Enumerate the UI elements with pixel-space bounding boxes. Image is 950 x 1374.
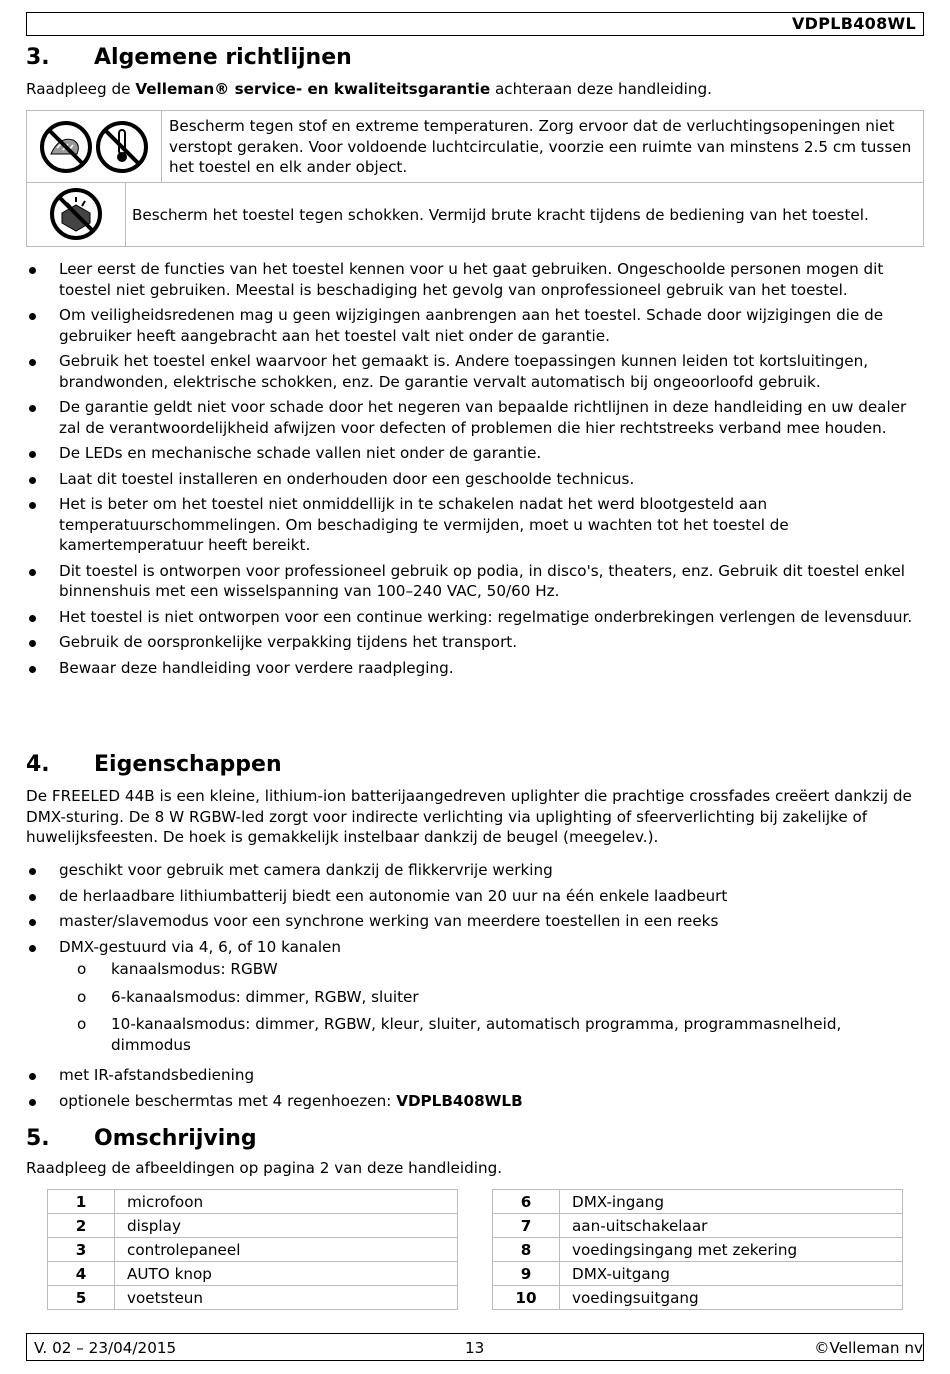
table-row: 2 display <box>48 1214 458 1238</box>
footer-copyright: ©Velleman nv <box>814 1339 923 1357</box>
table-row: 9 DMX-uitgang <box>493 1262 903 1286</box>
table-row: 5 voetsteun <box>48 1286 458 1310</box>
section-5-title: 5. Omschrijving <box>26 1126 257 1151</box>
list-item: de herlaadbare lithiumbatterij biedt een autonomie van 20 uur na één enkele laadbeurt <box>26 886 926 907</box>
page-number: 13 <box>465 1339 485 1357</box>
warning-shock-text: Bescherm het toestel tegen schokken. Vermijd brute kracht tijdens de bediening van het toestel. <box>132 206 869 224</box>
section-4-title: 4. Eigenschappen <box>26 752 282 777</box>
list-item: Dit toestel is ontworpen voor professioneel gebruik op podia, in disco's, theaters, enz. Gebruik dit toestel enkel binnenshuis met een wisselspanning van 100–240 VAC, 50/60 Hz. <box>26 561 926 602</box>
parts-table-left <box>47 1189 458 1310</box>
dmx-mode-list <box>59 959 926 1055</box>
list-item: Om veiligheidsredenen mag u geen wijzigingen aanbrengen aan het toestel. Schade door wijzigingen die de gebruiker heeft aangebracht aan het toestel valt niet onder de garantie. <box>26 305 926 346</box>
table-row: 4 AUTO knop <box>48 1262 458 1286</box>
list-item: DMX-gestuurd via 4, 6, of 10 kanalen o kanaalsmodus: RGBW o 6-kanaalsmodus: dimmer, RGBW, sluiter o 10-kanaalsmodus: dimmer, RGBW, kleur, sluiter, automatisch programma, programmasnelheid, dimmodus <box>26 937 926 1056</box>
sub-list-item: o kanaalsmodus: RGBW <box>77 960 278 978</box>
list-item: geschikt voor gebruik met camera dankzij de flikkervrije werking <box>26 860 926 881</box>
list-item: Leer eerst de functies van het toestel kennen voor u het gaat gebruiken. Ongeschoolde personen mogen dit toestel niet gebruiken. Meestal is beschadiging het gevolg van onprofessioneel gebruik van het toestel. <box>26 259 926 300</box>
warning-table <box>26 110 924 247</box>
no-dust-icon <box>39 120 151 174</box>
table-row: 6 DMX-ingang <box>493 1190 903 1214</box>
list-item: Bewaar deze handleiding voor verdere raadpleging. <box>26 658 926 679</box>
parts-table-right <box>492 1189 903 1310</box>
section-4-intro: De FREELED 44B is een kleine, lithium-ion batterijaangedreven uplighter die prachtige crossfades creëert dankzij de DMX-sturing. De 8 W RGBW-led zorgt voor indirecte verlichting via uplighting of sfeerverlichting bij zakelijke of huwelijksfeesten. De hoek is gemakkelijk instelbaar dankzij de beugel (meegelev.). <box>26 787 912 846</box>
list-item: De garantie geldt niet voor schade door het negeren van bepaalde richtlijnen in deze handleiding en uw dealer zal de verantwoordelijkheid afwijzen voor defecten of problemen die hier rechtstreeks verband mee houden. <box>26 397 926 438</box>
header-box <box>26 12 924 36</box>
list-item: master/slavemodus voor een synchrone werking van meerdere toestellen in een reeks <box>26 911 926 932</box>
table-row: 7 aan-uitschakelaar <box>493 1214 903 1238</box>
table-row: 10 voedingsuitgang <box>493 1286 903 1310</box>
footer-version: V. 02 – 23/04/2015 <box>34 1339 177 1357</box>
list-item: Het toestel is niet ontworpen voor een continue werking: regelmatige onderbrekingen verlengen de levensduur. <box>26 607 926 628</box>
table-row: 3 controlepaneel <box>48 1238 458 1262</box>
list-item: optionele beschermtas met 4 regenhoezen: VDPLB408WLB <box>26 1091 926 1112</box>
list-item: met IR-afstandsbediening <box>26 1065 926 1086</box>
section-4-bullets <box>26 860 926 1111</box>
header-model: VDPLB408WL <box>791 14 916 33</box>
list-item: Het is beter om het toestel niet onmiddellijk in te schakelen nadat het werd blootgesteld aan temperatuurschommelingen. Om beschadiging te vermijden, moet u wachten tot het toestel de kamertemperatuur heeft bereikt. <box>26 494 926 556</box>
sub-list-item: o 10-kanaalsmodus: dimmer, RGBW, kleur, sluiter, automatisch programma, programmasnelheid, dimmodus <box>77 1015 842 1054</box>
list-item: Laat dit toestel installeren en onderhouden door een geschoolde technicus. <box>26 469 926 490</box>
table-row: 1 microfoon <box>48 1190 458 1214</box>
sub-list-item: o 6-kanaalsmodus: dimmer, RGBW, sluiter <box>77 987 419 1006</box>
no-shock-icon <box>49 187 103 241</box>
table-row: 8 voedingsingang met zekering <box>493 1238 903 1262</box>
warning-dust-text: Bescherm tegen stof en extreme temperaturen. Zorg ervoor dat de verluchtingsopeningen niet verstopt geraken. Voor voldoende luchtcirculatie, voorzie een ruimte van minstens 2.5 cm tussen het toestel en elk ander object. <box>169 117 912 176</box>
list-item: Gebruik de oorspronkelijke verpakking tijdens het transport. <box>26 632 926 653</box>
section-3-title: 3. Algemene richtlijnen <box>26 45 352 70</box>
list-item: De LEDs en mechanische schade vallen niet onder de garantie. <box>26 443 926 464</box>
list-item: Gebruik het toestel enkel waarvoor het gemaakt is. Andere toepassingen kunnen leiden tot kortsluitingen, brandwonden, elektrische schokken, enz. De garantie vervalt automatisch bij ongeoorloofd gebruik. <box>26 351 926 392</box>
section-3-bullets <box>26 259 926 678</box>
section-3-intro: Raadpleeg de Velleman® service- en kwaliteitsgarantie achteraan deze handleiding. <box>26 80 712 98</box>
section-5-intro: Raadpleeg de afbeeldingen op pagina 2 van deze handleiding. <box>26 1159 503 1177</box>
